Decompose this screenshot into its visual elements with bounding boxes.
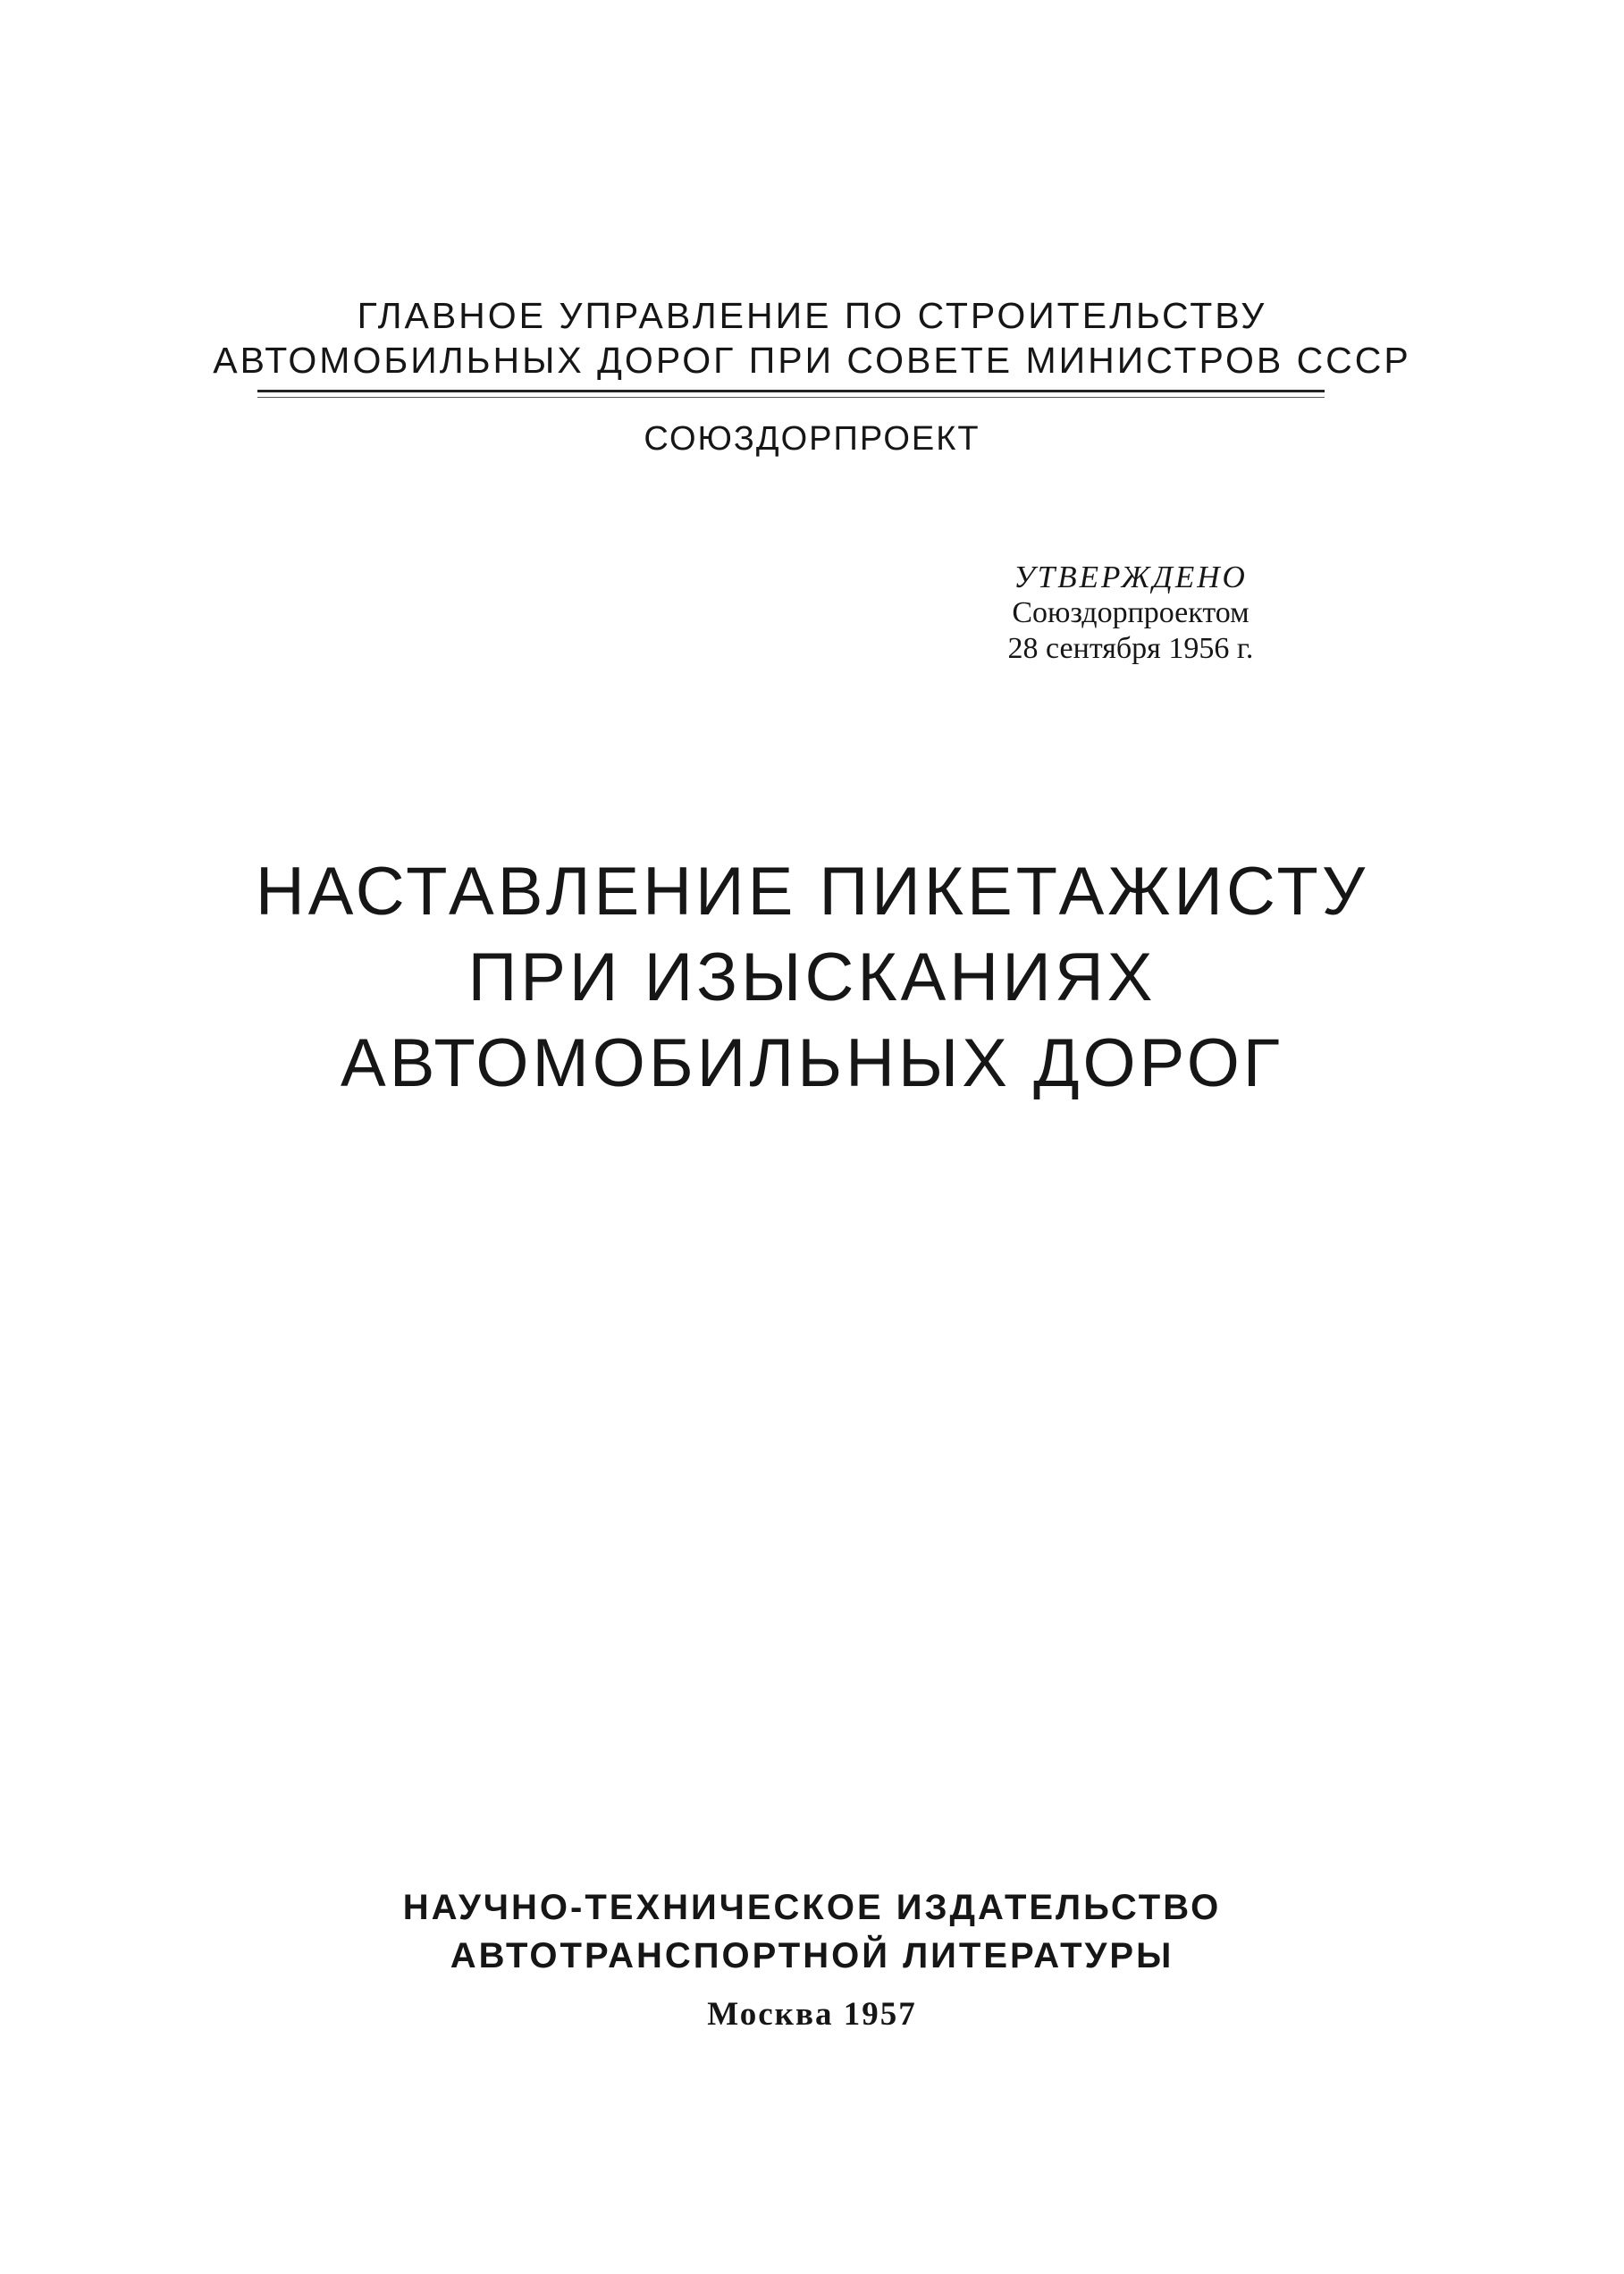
ministry-line-1: ГЛАВНОЕ УПРАВЛЕНИЕ ПО СТРОИТЕЛЬСТВУ	[357, 295, 1267, 336]
publisher-line-2: АВТОТРАНСПОРТНОЙ ЛИТЕРАТУРЫ	[450, 1936, 1174, 1975]
approval-stamp	[938, 560, 1323, 667]
document-title-line-1: НАСТАВЛЕНИЕ ПИКЕТАЖИСТУ	[255, 854, 1369, 930]
organization-name: СОЮЗДОРПРОЕКТ	[644, 420, 980, 458]
document-title-line-3: АВТОМОБИЛЬНЫХ ДОРОГ	[341, 1025, 1283, 1101]
publication-city-year: Москва 1957	[707, 1996, 917, 2033]
publisher-line-1: НАУЧНО-ТЕХНИЧЕСКОЕ ИЗДАТЕЛЬСТВО	[402, 1888, 1222, 1927]
approval-word: УТВЕРЖДЕНО	[1014, 560, 1248, 594]
ministry-line-2: АВТОМОБИЛЬНЫХ ДОРОГ ПРИ СОВЕТЕ МИНИСТРОВ СССР	[213, 340, 1411, 381]
document-title-line-2: ПРИ ИЗЫСКАНИЯХ	[467, 939, 1157, 1015]
approval-date: 28 сентября 1956 г.	[1007, 632, 1254, 665]
header-rule-thin	[257, 397, 1325, 398]
header-rule	[257, 390, 1325, 392]
approval-by: Союздорпроектом	[1012, 596, 1250, 629]
